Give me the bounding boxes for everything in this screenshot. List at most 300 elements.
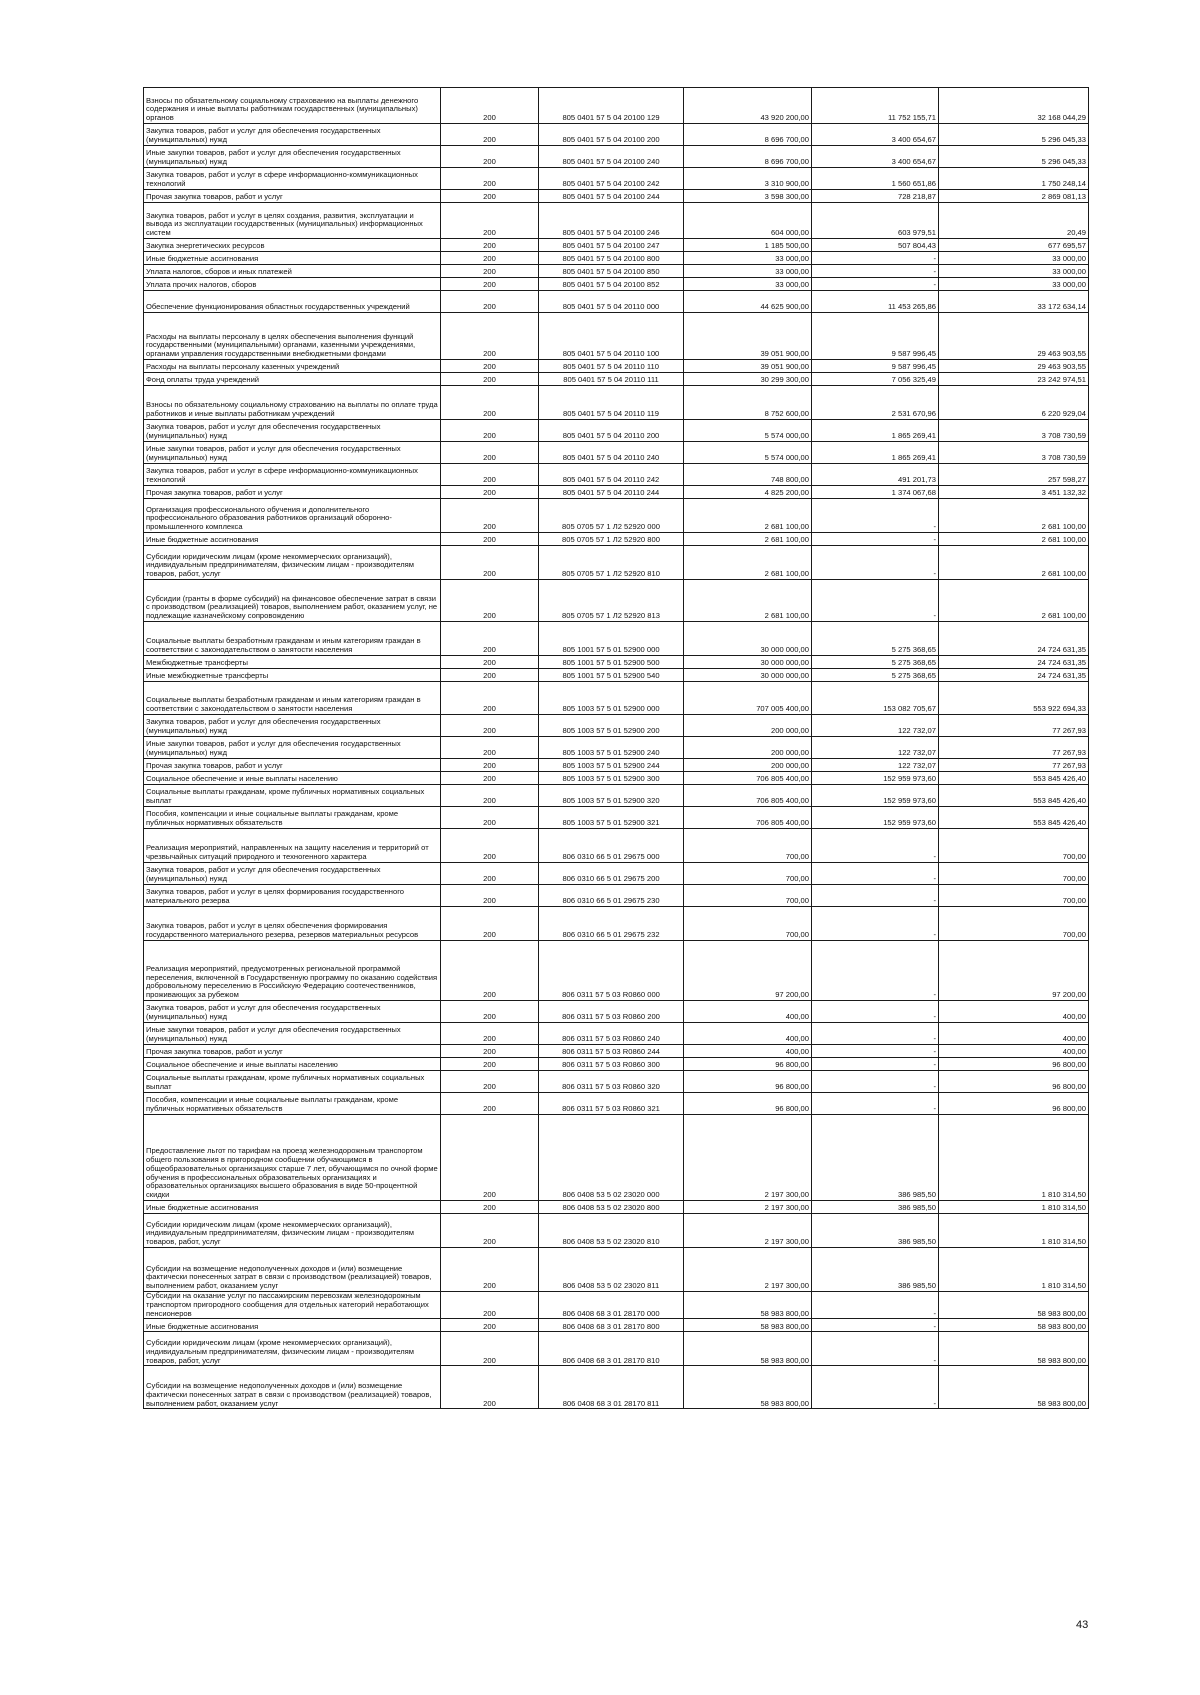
table-row xyxy=(144,239,1089,252)
table-body xyxy=(144,88,1089,1409)
row-unexecuted-amount: 96 800,00 xyxy=(939,1093,1089,1115)
row-line-code: 200 xyxy=(441,1201,539,1214)
row-budget-code: 805 1003 57 5 01 52900 321 xyxy=(539,807,684,829)
row-approved-amount: 39 051 900,00 xyxy=(684,313,812,360)
row-budget-code: 805 0401 57 5 04 20100 247 xyxy=(539,239,684,252)
row-unexecuted-amount: 700,00 xyxy=(939,907,1089,941)
row-budget-code: 806 0311 57 5 03 R0860 321 xyxy=(539,1093,684,1115)
row-name: Иные межбюджетные трансферты xyxy=(144,669,441,682)
row-approved-amount: 30 000 000,00 xyxy=(684,669,812,682)
table-row xyxy=(144,1058,1089,1071)
row-line-code: 200 xyxy=(441,313,539,360)
row-line-code: 200 xyxy=(441,885,539,907)
row-budget-code: 805 1001 57 5 01 52900 000 xyxy=(539,622,684,656)
row-unexecuted-amount: 24 724 631,35 xyxy=(939,669,1089,682)
row-unexecuted-amount: 553 922 694,33 xyxy=(939,682,1089,715)
row-budget-code: 806 0311 57 5 03 R0860 244 xyxy=(539,1045,684,1058)
row-approved-amount: 400,00 xyxy=(684,1045,812,1058)
row-unexecuted-amount: 5 296 045,33 xyxy=(939,146,1089,168)
row-budget-code: 806 0408 53 5 02 23020 810 xyxy=(539,1214,684,1248)
table-row xyxy=(144,146,1089,168)
table-row xyxy=(144,88,1089,124)
row-approved-amount: 3 310 900,00 xyxy=(684,168,812,190)
table-row xyxy=(144,486,1089,499)
row-approved-amount: 748 800,00 xyxy=(684,464,812,486)
row-budget-code: 805 0401 57 5 04 20100 240 xyxy=(539,146,684,168)
row-executed-amount: 153 082 705,67 xyxy=(812,682,939,715)
row-budget-code: 806 0408 68 3 01 28170 000 xyxy=(539,1292,684,1319)
row-executed-amount: - xyxy=(812,863,939,885)
row-line-code: 200 xyxy=(441,533,539,546)
row-executed-amount: 507 804,43 xyxy=(812,239,939,252)
row-unexecuted-amount: 33 000,00 xyxy=(939,278,1089,291)
row-line-code: 200 xyxy=(441,785,539,807)
row-unexecuted-amount: 33 000,00 xyxy=(939,265,1089,278)
row-name: Пособия, компенсации и иные социальные выплаты гражданам, кроме публичных нормативных обязательств xyxy=(144,807,441,829)
table-row xyxy=(144,656,1089,669)
row-unexecuted-amount: 677 695,57 xyxy=(939,239,1089,252)
row-name: Закупка товаров, работ и услуг в целях формирования государственного материального резерва xyxy=(144,885,441,907)
row-budget-code: 805 0705 57 1 Л2 52920 000 xyxy=(539,499,684,533)
row-budget-code: 805 0401 57 5 04 20110 111 xyxy=(539,373,684,386)
table-row xyxy=(144,1292,1089,1319)
row-budget-code: 805 0401 57 5 04 20100 800 xyxy=(539,252,684,265)
row-budget-code: 806 0408 68 3 01 28170 811 xyxy=(539,1366,684,1409)
row-executed-amount: 122 732,07 xyxy=(812,737,939,759)
row-approved-amount: 44 625 900,00 xyxy=(684,291,812,313)
row-executed-amount: 1 560 651,86 xyxy=(812,168,939,190)
table-row xyxy=(144,386,1089,420)
row-name: Субсидии юридическим лицам (кроме некоммерческих организаций), индивидуальным предпринимателям, физическим лицам - производителям товаров, работ, услуг xyxy=(144,1332,441,1366)
row-executed-amount: - xyxy=(812,1045,939,1058)
row-executed-amount: - xyxy=(812,1319,939,1332)
row-approved-amount: 33 000,00 xyxy=(684,278,812,291)
row-name: Иные бюджетные ассигнования xyxy=(144,252,441,265)
row-line-code: 200 xyxy=(441,622,539,656)
budget-execution-table xyxy=(143,87,1089,1409)
row-name: Социальные выплаты безработным гражданам и иным категориям граждан в соответствии с законодательством о занятости населения xyxy=(144,622,441,656)
row-executed-amount: 728 218,87 xyxy=(812,190,939,203)
row-unexecuted-amount: 400,00 xyxy=(939,1045,1089,1058)
row-executed-amount: - xyxy=(812,829,939,863)
row-name: Закупка товаров, работ и услуг для обеспечения государственных (муниципальных) нужд xyxy=(144,1001,441,1023)
row-name: Взносы по обязательному социальному страхованию на выплаты по оплате труда работников и иные выплаты работникам учреждений xyxy=(144,386,441,420)
row-name: Обеспечение функционирования областных государственных учреждений xyxy=(144,291,441,313)
row-budget-code: 805 0401 57 5 04 20100 242 xyxy=(539,168,684,190)
row-executed-amount: 603 979,51 xyxy=(812,203,939,239)
row-executed-amount: - xyxy=(812,1071,939,1093)
row-executed-amount: 11 453 265,86 xyxy=(812,291,939,313)
table-row xyxy=(144,1093,1089,1115)
row-approved-amount: 200 000,00 xyxy=(684,737,812,759)
row-approved-amount: 58 983 800,00 xyxy=(684,1319,812,1332)
row-line-code: 200 xyxy=(441,1332,539,1366)
row-line-code: 200 xyxy=(441,682,539,715)
row-name: Социальные выплаты безработным гражданам и иным категориям граждан в соответствии с законодательством о занятости населения xyxy=(144,682,441,715)
row-executed-amount: 386 985,50 xyxy=(812,1201,939,1214)
row-approved-amount: 200 000,00 xyxy=(684,715,812,737)
row-name: Закупка товаров, работ и услуг для обеспечения государственных (муниципальных) нужд xyxy=(144,124,441,146)
row-approved-amount: 43 920 200,00 xyxy=(684,88,812,124)
row-budget-code: 805 1003 57 5 01 52900 240 xyxy=(539,737,684,759)
row-name: Прочая закупка товаров, работ и услуг xyxy=(144,1045,441,1058)
row-unexecuted-amount: 24 724 631,35 xyxy=(939,656,1089,669)
row-executed-amount: - xyxy=(812,546,939,580)
row-budget-code: 805 0401 57 5 04 20100 246 xyxy=(539,203,684,239)
row-name: Прочая закупка товаров, работ и услуг xyxy=(144,759,441,772)
table-row xyxy=(144,1366,1089,1409)
row-line-code: 200 xyxy=(441,1292,539,1319)
row-approved-amount: 33 000,00 xyxy=(684,265,812,278)
row-unexecuted-amount: 700,00 xyxy=(939,829,1089,863)
row-approved-amount: 2 197 300,00 xyxy=(684,1201,812,1214)
row-name: Социальное обеспечение и иные выплаты населению xyxy=(144,1058,441,1071)
row-name: Уплата прочих налогов, сборов xyxy=(144,278,441,291)
row-line-code: 200 xyxy=(441,1248,539,1292)
row-approved-amount: 706 805 400,00 xyxy=(684,807,812,829)
row-budget-code: 805 0401 57 5 04 20110 240 xyxy=(539,442,684,464)
row-unexecuted-amount: 58 983 800,00 xyxy=(939,1366,1089,1409)
row-name: Закупка товаров, работ и услуг для обеспечения государственных (муниципальных) нужд xyxy=(144,420,441,442)
row-budget-code: 805 0401 57 5 04 20100 200 xyxy=(539,124,684,146)
row-unexecuted-amount: 5 296 045,33 xyxy=(939,124,1089,146)
row-name: Иные закупки товаров, работ и услуг для обеспечения государственных (муниципальных) нужд xyxy=(144,737,441,759)
row-unexecuted-amount: 1 750 248,14 xyxy=(939,168,1089,190)
row-unexecuted-amount: 58 983 800,00 xyxy=(939,1319,1089,1332)
row-line-code: 200 xyxy=(441,1319,539,1332)
row-name: Закупка товаров, работ и услуг для обеспечения государственных (муниципальных) нужд xyxy=(144,863,441,885)
row-name: Межбюджетные трансферты xyxy=(144,656,441,669)
row-line-code: 200 xyxy=(441,486,539,499)
row-approved-amount: 707 005 400,00 xyxy=(684,682,812,715)
row-unexecuted-amount: 700,00 xyxy=(939,863,1089,885)
row-line-code: 200 xyxy=(441,772,539,785)
row-approved-amount: 200 000,00 xyxy=(684,759,812,772)
row-line-code: 200 xyxy=(441,1023,539,1045)
table-row xyxy=(144,278,1089,291)
row-name: Прочая закупка товаров, работ и услуг xyxy=(144,190,441,203)
row-name: Субсидии на возмещение недополученных доходов и (или) возмещение фактически понесенных затрат в связи с производством (реализацией) товаров, выполнением работ, оказанием услуг xyxy=(144,1248,441,1292)
row-name: Закупка товаров, работ и услуг в целях создания, развития, эксплуатации и вывода из эксплуатации государственных (муниципальных) информационных систем xyxy=(144,203,441,239)
row-line-code: 200 xyxy=(441,265,539,278)
table-row xyxy=(144,360,1089,373)
row-line-code: 200 xyxy=(441,941,539,1001)
row-line-code: 200 xyxy=(441,580,539,622)
table-row xyxy=(144,373,1089,386)
row-approved-amount: 58 983 800,00 xyxy=(684,1366,812,1409)
row-line-code: 200 xyxy=(441,656,539,669)
row-executed-amount: 9 587 996,45 xyxy=(812,360,939,373)
row-unexecuted-amount: 2 681 100,00 xyxy=(939,499,1089,533)
row-line-code: 200 xyxy=(441,386,539,420)
row-line-code: 200 xyxy=(441,442,539,464)
page-number: 43 xyxy=(1076,1619,1089,1631)
row-unexecuted-amount: 96 800,00 xyxy=(939,1071,1089,1093)
row-name: Иные бюджетные ассигнования xyxy=(144,1201,441,1214)
row-line-code: 200 xyxy=(441,124,539,146)
row-approved-amount: 700,00 xyxy=(684,829,812,863)
row-budget-code: 805 1003 57 5 01 52900 200 xyxy=(539,715,684,737)
row-line-code: 200 xyxy=(441,1071,539,1093)
row-name: Иные закупки товаров, работ и услуг для обеспечения государственных (муниципальных) нужд xyxy=(144,1023,441,1045)
table-row xyxy=(144,546,1089,580)
row-executed-amount: - xyxy=(812,1292,939,1319)
row-budget-code: 806 0310 66 5 01 29675 232 xyxy=(539,907,684,941)
row-budget-code: 806 0408 53 5 02 23020 800 xyxy=(539,1201,684,1214)
row-unexecuted-amount: 33 000,00 xyxy=(939,252,1089,265)
row-executed-amount: 7 056 325,49 xyxy=(812,373,939,386)
table-row xyxy=(144,580,1089,622)
row-line-code: 200 xyxy=(441,291,539,313)
table-row xyxy=(144,1001,1089,1023)
row-approved-amount: 39 051 900,00 xyxy=(684,360,812,373)
row-executed-amount: 11 752 155,71 xyxy=(812,88,939,124)
row-budget-code: 805 0401 57 5 04 20100 129 xyxy=(539,88,684,124)
row-budget-code: 805 0401 57 5 04 20110 119 xyxy=(539,386,684,420)
row-line-code: 200 xyxy=(441,1001,539,1023)
row-name: Реализация мероприятий, направленных на защиту населения и территорий от чрезвычайных ситуаций природного и техногенного характера xyxy=(144,829,441,863)
row-executed-amount: - xyxy=(812,1001,939,1023)
row-budget-code: 805 0401 57 5 04 20110 242 xyxy=(539,464,684,486)
table-row xyxy=(144,785,1089,807)
row-unexecuted-amount: 23 242 974,51 xyxy=(939,373,1089,386)
row-executed-amount: - xyxy=(812,580,939,622)
row-unexecuted-amount: 96 800,00 xyxy=(939,1058,1089,1071)
row-executed-amount: 152 959 973,60 xyxy=(812,772,939,785)
row-unexecuted-amount: 2 681 100,00 xyxy=(939,533,1089,546)
row-executed-amount: 3 400 654,67 xyxy=(812,146,939,168)
table-row xyxy=(144,1248,1089,1292)
table-row xyxy=(144,313,1089,360)
row-unexecuted-amount: 77 267,93 xyxy=(939,715,1089,737)
row-unexecuted-amount: 700,00 xyxy=(939,885,1089,907)
row-unexecuted-amount: 2 681 100,00 xyxy=(939,580,1089,622)
row-name: Пособия, компенсации и иные социальные выплаты гражданам, кроме публичных нормативных обязательств xyxy=(144,1093,441,1115)
table-row xyxy=(144,533,1089,546)
row-line-code: 200 xyxy=(441,146,539,168)
row-name: Иные закупки товаров, работ и услуг для обеспечения государственных (муниципальных) нужд xyxy=(144,146,441,168)
row-executed-amount: 3 400 654,67 xyxy=(812,124,939,146)
row-unexecuted-amount: 77 267,93 xyxy=(939,737,1089,759)
row-line-code: 200 xyxy=(441,360,539,373)
row-budget-code: 806 0310 66 5 01 29675 000 xyxy=(539,829,684,863)
row-approved-amount: 3 598 300,00 xyxy=(684,190,812,203)
table-row xyxy=(144,1214,1089,1248)
row-approved-amount: 8 752 600,00 xyxy=(684,386,812,420)
row-approved-amount: 96 800,00 xyxy=(684,1058,812,1071)
row-name: Иные закупки товаров, работ и услуг для обеспечения государственных (муниципальных) нужд xyxy=(144,442,441,464)
row-approved-amount: 30 000 000,00 xyxy=(684,656,812,669)
row-approved-amount: 30 299 300,00 xyxy=(684,373,812,386)
row-line-code: 200 xyxy=(441,88,539,124)
row-budget-code: 805 0705 57 1 Л2 52920 810 xyxy=(539,546,684,580)
table-row xyxy=(144,464,1089,486)
row-budget-code: 806 0408 68 3 01 28170 800 xyxy=(539,1319,684,1332)
row-executed-amount: - xyxy=(812,885,939,907)
table-row xyxy=(144,682,1089,715)
row-approved-amount: 30 000 000,00 xyxy=(684,622,812,656)
row-line-code: 200 xyxy=(441,863,539,885)
row-approved-amount: 8 696 700,00 xyxy=(684,146,812,168)
table-row xyxy=(144,1115,1089,1201)
row-approved-amount: 2 681 100,00 xyxy=(684,580,812,622)
row-unexecuted-amount: 400,00 xyxy=(939,1001,1089,1023)
row-unexecuted-amount: 400,00 xyxy=(939,1023,1089,1045)
row-approved-amount: 58 983 800,00 xyxy=(684,1332,812,1366)
table-row xyxy=(144,737,1089,759)
row-approved-amount: 97 200,00 xyxy=(684,941,812,1001)
row-budget-code: 805 0401 57 5 04 20110 000 xyxy=(539,291,684,313)
row-executed-amount: 2 531 670,96 xyxy=(812,386,939,420)
row-unexecuted-amount: 3 708 730,59 xyxy=(939,442,1089,464)
row-executed-amount: - xyxy=(812,907,939,941)
row-budget-code: 806 0408 53 5 02 23020 811 xyxy=(539,1248,684,1292)
row-approved-amount: 400,00 xyxy=(684,1023,812,1045)
row-line-code: 200 xyxy=(441,168,539,190)
row-budget-code: 806 0311 57 5 03 R0860 320 xyxy=(539,1071,684,1093)
row-approved-amount: 2 681 100,00 xyxy=(684,533,812,546)
row-name: Закупка товаров, работ и услуг в сфере информационно-коммуникационных технологий xyxy=(144,464,441,486)
row-name: Закупка товаров, работ и услуг для обеспечения государственных (муниципальных) нужд xyxy=(144,715,441,737)
row-approved-amount: 58 983 800,00 xyxy=(684,1292,812,1319)
row-line-code: 200 xyxy=(441,1115,539,1201)
table-row xyxy=(144,941,1089,1001)
table-row xyxy=(144,622,1089,656)
row-line-code: 200 xyxy=(441,190,539,203)
row-executed-amount: - xyxy=(812,941,939,1001)
row-budget-code: 805 0705 57 1 Л2 52920 813 xyxy=(539,580,684,622)
table-row xyxy=(144,669,1089,682)
table-row xyxy=(144,291,1089,313)
table-row xyxy=(144,907,1089,941)
row-line-code: 200 xyxy=(441,239,539,252)
table-row xyxy=(144,715,1089,737)
row-line-code: 200 xyxy=(441,373,539,386)
table-row xyxy=(144,252,1089,265)
row-approved-amount: 700,00 xyxy=(684,907,812,941)
table-row xyxy=(144,203,1089,239)
row-approved-amount: 700,00 xyxy=(684,885,812,907)
row-name: Предоставление льгот по тарифам на проезд железнодорожным транспортом общего пользования в пригородном сообщении обучающимся в общеобразовательных организациях старше 7 лет, обучающимся по очной форме обучения в профессиональных образовательных организациях и образовательных организациях высшего образования в виде 50-процентной скидки xyxy=(144,1115,441,1201)
row-name: Организация профессионального обучения и дополнительного профессионального образования работников организаций оборонно-промышленного комплекса xyxy=(144,499,441,533)
row-line-code: 200 xyxy=(441,737,539,759)
row-executed-amount: - xyxy=(812,1332,939,1366)
row-executed-amount: - xyxy=(812,265,939,278)
row-name: Иные бюджетные ассигнования xyxy=(144,1319,441,1332)
row-line-code: 200 xyxy=(441,715,539,737)
row-approved-amount: 706 805 400,00 xyxy=(684,772,812,785)
row-approved-amount: 2 681 100,00 xyxy=(684,546,812,580)
row-executed-amount: 122 732,07 xyxy=(812,715,939,737)
table-row xyxy=(144,863,1089,885)
row-executed-amount: 491 201,73 xyxy=(812,464,939,486)
row-approved-amount: 2 197 300,00 xyxy=(684,1248,812,1292)
row-unexecuted-amount: 257 598,27 xyxy=(939,464,1089,486)
row-line-code: 200 xyxy=(441,1366,539,1409)
row-executed-amount: - xyxy=(812,1023,939,1045)
row-unexecuted-amount: 29 463 903,55 xyxy=(939,313,1089,360)
row-unexecuted-amount: 29 463 903,55 xyxy=(939,360,1089,373)
row-name: Закупка товаров, работ и услуг в целях обеспечения формирования государственного материального резерва, резервов материальных ресурсов xyxy=(144,907,441,941)
row-unexecuted-amount: 58 983 800,00 xyxy=(939,1332,1089,1366)
row-unexecuted-amount: 3 451 132,32 xyxy=(939,486,1089,499)
row-approved-amount: 5 574 000,00 xyxy=(684,442,812,464)
row-approved-amount: 2 681 100,00 xyxy=(684,499,812,533)
row-name: Расходы на выплаты персоналу в целях обеспечения выполнения функций государственными (муниципальными) органами, казенными учреждениями, органами управления государственными внебюджетными фондами xyxy=(144,313,441,360)
row-name: Закупка товаров, работ и услуг в сфере информационно-коммуникационных технологий xyxy=(144,168,441,190)
table-row xyxy=(144,420,1089,442)
row-name: Иные бюджетные ассигнования xyxy=(144,533,441,546)
table-row xyxy=(144,1071,1089,1093)
row-executed-amount: 122 732,07 xyxy=(812,759,939,772)
row-executed-amount: - xyxy=(812,499,939,533)
row-executed-amount: 5 275 368,65 xyxy=(812,622,939,656)
row-unexecuted-amount: 24 724 631,35 xyxy=(939,622,1089,656)
row-approved-amount: 700,00 xyxy=(684,863,812,885)
row-executed-amount: 1 865 269,41 xyxy=(812,442,939,464)
row-line-code: 200 xyxy=(441,807,539,829)
row-line-code: 200 xyxy=(441,1058,539,1071)
table-row xyxy=(144,265,1089,278)
table-row xyxy=(144,1045,1089,1058)
row-line-code: 200 xyxy=(441,203,539,239)
row-unexecuted-amount: 33 172 634,14 xyxy=(939,291,1089,313)
row-name: Прочая закупка товаров, работ и услуг xyxy=(144,486,441,499)
row-executed-amount: - xyxy=(812,1366,939,1409)
row-executed-amount: 152 959 973,60 xyxy=(812,785,939,807)
row-budget-code: 805 1003 57 5 01 52900 244 xyxy=(539,759,684,772)
row-name: Субсидии на возмещение недополученных доходов и (или) возмещение фактически понесенных затрат в связи с производством (реализацией) товаров, выполнением работ, оказанием услуг xyxy=(144,1366,441,1409)
row-unexecuted-amount: 1 810 314,50 xyxy=(939,1248,1089,1292)
row-name: Реализация мероприятий, предусмотренных региональной программой переселения, включенной в Государственную программу по оказанию содействия добровольному переселению в Российскую Федерацию соотечественников, проживающих за рубежом xyxy=(144,941,441,1001)
table-row xyxy=(144,759,1089,772)
row-budget-code: 806 0310 66 5 01 29675 200 xyxy=(539,863,684,885)
row-executed-amount: 9 587 996,45 xyxy=(812,313,939,360)
table-row xyxy=(144,829,1089,863)
row-approved-amount: 1 185 500,00 xyxy=(684,239,812,252)
row-budget-code: 806 0311 57 5 03 R0860 200 xyxy=(539,1001,684,1023)
row-approved-amount: 4 825 200,00 xyxy=(684,486,812,499)
row-unexecuted-amount: 58 983 800,00 xyxy=(939,1292,1089,1319)
row-executed-amount: - xyxy=(812,1058,939,1071)
row-name: Закупка энергетических ресурсов xyxy=(144,239,441,252)
table-row xyxy=(144,1319,1089,1332)
row-name: Субсидии (гранты в форме субсидий) на финансовое обеспечение затрат в связи с производством (реализацией) товаров, выполнением работ, оказанием услуг, не подлежащие казначейскому сопровождению xyxy=(144,580,441,622)
row-line-code: 200 xyxy=(441,420,539,442)
row-executed-amount: 152 959 973,60 xyxy=(812,807,939,829)
row-unexecuted-amount: 3 708 730,59 xyxy=(939,420,1089,442)
row-budget-code: 806 0310 66 5 01 29675 230 xyxy=(539,885,684,907)
row-line-code: 200 xyxy=(441,252,539,265)
row-budget-code: 805 1003 57 5 01 52900 320 xyxy=(539,785,684,807)
row-name: Субсидии на оказание услуг по пассажирским перевозкам железнодорожным транспортом пригородного сообщения для отдельных категорий неработающих пенсионеров xyxy=(144,1292,441,1319)
table-row xyxy=(144,885,1089,907)
row-budget-code: 806 0311 57 5 03 R0860 000 xyxy=(539,941,684,1001)
row-executed-amount: - xyxy=(812,252,939,265)
row-name: Социальное обеспечение и иные выплаты населению xyxy=(144,772,441,785)
table-row xyxy=(144,772,1089,785)
table-row xyxy=(144,124,1089,146)
row-unexecuted-amount: 1 810 314,50 xyxy=(939,1201,1089,1214)
table-row xyxy=(144,499,1089,533)
row-unexecuted-amount: 1 810 314,50 xyxy=(939,1115,1089,1201)
row-budget-code: 805 0401 57 5 04 20110 244 xyxy=(539,486,684,499)
row-executed-amount: 1 374 067,68 xyxy=(812,486,939,499)
row-budget-code: 805 0401 57 5 04 20100 850 xyxy=(539,265,684,278)
row-executed-amount: 386 985,50 xyxy=(812,1115,939,1201)
row-line-code: 200 xyxy=(441,829,539,863)
row-unexecuted-amount: 32 168 044,29 xyxy=(939,88,1089,124)
